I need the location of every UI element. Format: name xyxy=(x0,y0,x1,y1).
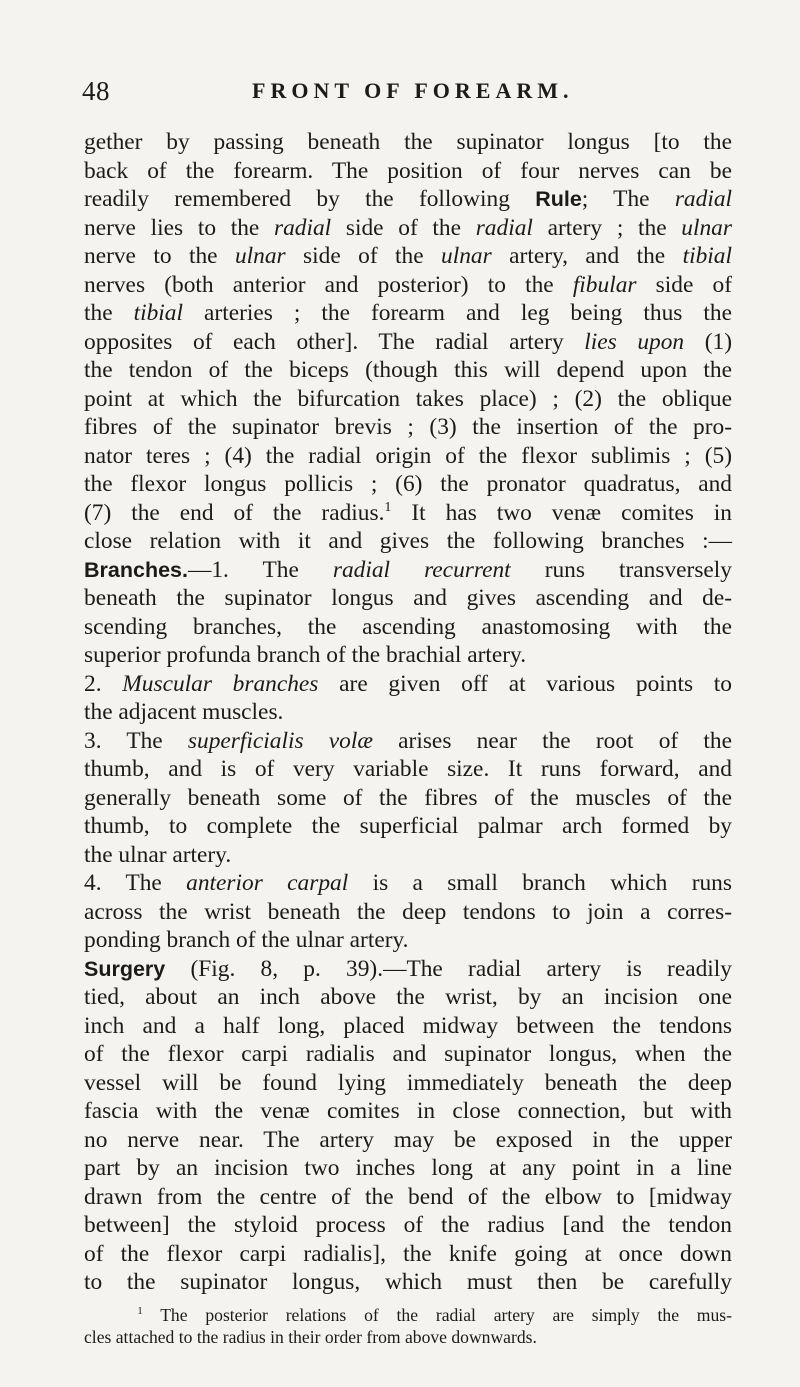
text-line: of the flexor carpi radialis and supinator longus, when the xyxy=(84,1041,732,1067)
surgery-heading: Surgery xyxy=(84,956,166,981)
text-line: close relation with it and gives the following branches :— xyxy=(84,528,732,554)
text-line: across the wrist beneath the deep tendons to join a corres- xyxy=(84,898,732,925)
text-line: drawn from the centre of the bend of the elbow to [midway xyxy=(84,1183,732,1210)
text-line: no nerve near. The artery may be exposed in the upper xyxy=(84,1126,732,1153)
text-line: the tendon of the biceps (though this will depend upon the xyxy=(84,357,732,383)
text-line: 2. Muscular branches are given off at various points to xyxy=(84,670,732,697)
text-line: between] the styloid process of the radius [and the tendon xyxy=(84,1212,732,1238)
text-line: the ulnar artery. xyxy=(84,841,232,868)
text-line: vessel will be found lying immediately beneath the deep xyxy=(84,1069,732,1096)
text-line: the adjacent muscles. xyxy=(84,699,284,725)
footnote-line: cles attached to the radius in their order from above downwards. xyxy=(84,1327,537,1347)
footnote-marker: 1 xyxy=(137,1306,143,1318)
text-line: thumb, to complete the superficial palmar arch formed by xyxy=(84,813,732,839)
text-line: gether by passing beneath the supinator longus [to the xyxy=(84,129,732,155)
text-line: opposites of each other]. The radial artery lies upon (1) xyxy=(84,328,732,355)
text-line: of the flexor carpi radialis], the knife going at once down xyxy=(84,1240,732,1267)
text-line: superior profunda branch of the brachial artery. xyxy=(84,642,527,668)
text-line: nator teres ; (4) the radial origin of the flexor sublimis ; (5) xyxy=(84,442,732,469)
text-line: Branches.—1. The radial recurrent runs transversely xyxy=(84,556,733,583)
footnote-marker: 1 xyxy=(384,498,392,515)
text-line: back of the forearm. The position of four nerves can be xyxy=(84,157,732,184)
body-text xyxy=(84,128,732,1297)
text-line: point at which the bifurcation takes place) ; (2) the oblique xyxy=(84,385,732,412)
text-line: fibres of the supinator brevis ; (3) the insertion of the pro- xyxy=(84,414,732,440)
running-head: FRONT OF FOREARM. xyxy=(252,78,574,103)
page-header xyxy=(82,76,722,106)
text-line: nerve to the ulnar side of the ulnar artery, and the tibial xyxy=(84,243,732,269)
text-line: readily remembered by the following Rule; The radial xyxy=(84,186,733,212)
footnote xyxy=(84,1304,732,1348)
text-line: generally beneath some of the fibres of the muscles of the xyxy=(84,784,732,811)
text-line: nerve lies to the radial side of the radial artery ; the ulnar xyxy=(84,214,732,241)
text-line: the tibial arteries ; the forearm and leg being thus the xyxy=(84,300,732,326)
rule-label: Rule xyxy=(535,187,582,211)
text-line: thumb, and is of very variable size. It runs forward, and xyxy=(84,756,732,782)
text-line: beneath the supinator longus and gives ascending and de- xyxy=(84,585,732,611)
text-line: ponding branch of the ulnar artery. xyxy=(84,927,409,953)
text-line: scending branches, the ascending anastomosing with the xyxy=(84,613,732,640)
text-line: part by an incision two inches long at any point in a line xyxy=(84,1155,732,1181)
page-number: 48 xyxy=(82,76,110,106)
text-line: 3. The superficialis volæ arises near the root of the xyxy=(84,727,733,754)
footnote-line: $^1$ The posterior relations of the radial artery are simply the mus- xyxy=(137,1305,732,1325)
text-line: 4. The anterior carpal is a small branch which runs xyxy=(84,870,732,896)
text-line: (7) the end of the radius.$^1$ It has two venæ comites in xyxy=(84,498,732,526)
text-line: fascia with the venæ comites in close connection, but with xyxy=(84,1098,732,1124)
text-line: inch and a half long, placed midway between the tendons xyxy=(84,1012,732,1039)
text-line: to the supinator longus, which must then be carefully xyxy=(84,1269,732,1295)
text-line: the flexor longus pollicis ; (6) the pronator quadratus, and xyxy=(84,471,732,497)
branches-heading: Branches. xyxy=(84,557,188,582)
text-line: nerves (both anterior and posterior) to the fibular side of xyxy=(84,271,733,298)
text-line: tied, about an inch above the wrist, by an incision one xyxy=(84,984,732,1010)
text-line: Surgery (Fig. 8, p. 39).—The radial artery is readily xyxy=(84,955,732,982)
